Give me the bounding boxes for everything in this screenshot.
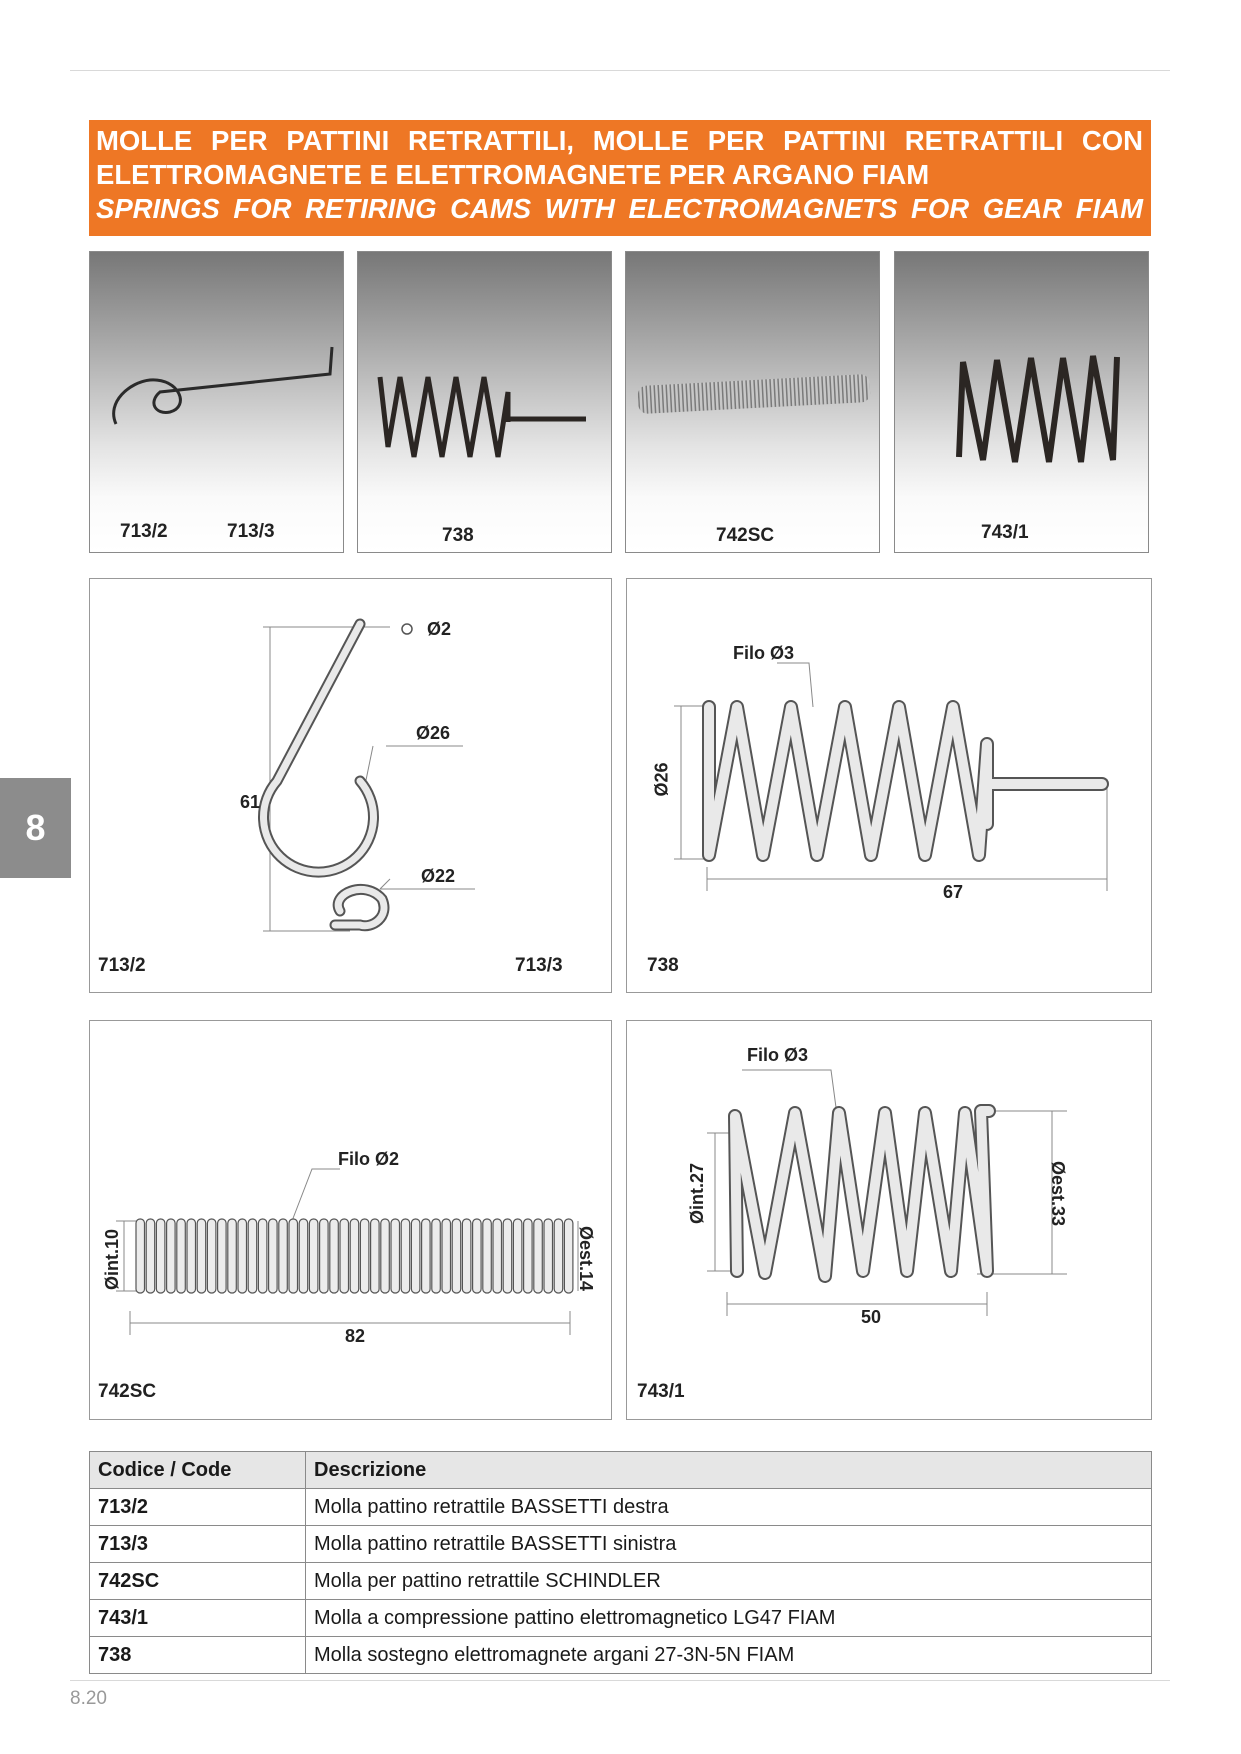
title-banner bbox=[89, 120, 1151, 236]
photo-code-743-1: 743/1 bbox=[981, 522, 1029, 543]
coil-loop bbox=[554, 1219, 563, 1293]
table-row bbox=[90, 1526, 1152, 1563]
table-row bbox=[90, 1489, 1152, 1526]
coil-loop bbox=[360, 1219, 369, 1293]
dim-length-50: 50 bbox=[861, 1307, 882, 1327]
panel-code-742SC: 742SC bbox=[98, 1381, 157, 1402]
photo-743-1 bbox=[894, 251, 1149, 553]
row-description: Molla a compressione pattino elettromagnetico LG47 FIAM bbox=[306, 1600, 1152, 1637]
coil-loop bbox=[462, 1219, 471, 1293]
coil-loop bbox=[493, 1219, 502, 1293]
panel-code-713-3: 713/3 bbox=[515, 955, 563, 976]
row-code: 742SC bbox=[90, 1563, 306, 1600]
title-italian-line1: MOLLE PER PATTINI RETRATTILI, MOLLE PER PATTINI RETRATTILI CON bbox=[96, 125, 1143, 156]
dim-wire-d2: Ø2 bbox=[427, 619, 452, 639]
dim-int-27: Øint.27 bbox=[687, 1162, 708, 1225]
coil-loop bbox=[320, 1219, 329, 1293]
drawing-panel-738 bbox=[626, 578, 1152, 993]
dim-inner-d22: Ø22 bbox=[421, 866, 456, 886]
row-code: 713/3 bbox=[90, 1526, 306, 1563]
coil-loop bbox=[534, 1219, 543, 1293]
coil-loop bbox=[391, 1219, 400, 1293]
coil-loop bbox=[503, 1219, 512, 1293]
dim-wire-filo3: Filo Ø3 bbox=[747, 1045, 809, 1065]
coil-loop bbox=[146, 1219, 155, 1293]
coil-loop bbox=[381, 1219, 390, 1293]
coil-loop bbox=[350, 1219, 359, 1293]
dim-outer-d26: Ø26 bbox=[416, 723, 451, 743]
panel-code-743-1: 743/1 bbox=[637, 1381, 685, 1402]
header-description: Descrizione bbox=[306, 1452, 1152, 1489]
dim-int-10: Øint.10 bbox=[102, 1228, 123, 1291]
header-code: Codice / Code bbox=[90, 1452, 306, 1489]
dim-wire-filo2: Filo Ø2 bbox=[338, 1149, 400, 1169]
product-table bbox=[89, 1451, 1152, 1674]
coil-loop bbox=[371, 1219, 380, 1293]
coil-loop bbox=[167, 1219, 176, 1293]
table-row bbox=[90, 1563, 1152, 1600]
dim-length-82: 82 bbox=[345, 1326, 366, 1346]
dim-diameter-d26: Ø26 bbox=[651, 762, 672, 797]
top-rule bbox=[70, 70, 1170, 71]
coil-loop bbox=[197, 1219, 206, 1293]
row-description: Molla pattino retrattile BASSETTI destra bbox=[306, 1489, 1152, 1526]
photo-code-742SC: 742SC bbox=[716, 525, 775, 546]
coil-loop bbox=[207, 1219, 216, 1293]
coil-loop bbox=[299, 1219, 308, 1293]
coil-loop bbox=[258, 1219, 267, 1293]
coil-loop bbox=[289, 1219, 298, 1293]
coil-loop bbox=[279, 1219, 288, 1293]
photo-code-713-2: 713/2 bbox=[120, 521, 168, 542]
table-row bbox=[90, 1637, 1152, 1674]
coil-loop bbox=[483, 1219, 492, 1293]
conical-spring-photo-icon bbox=[895, 252, 1149, 553]
coil-loop bbox=[473, 1219, 482, 1293]
drawing-panel-743-1 bbox=[626, 1020, 1152, 1420]
coil-loop bbox=[269, 1219, 278, 1293]
coil-loop bbox=[309, 1219, 318, 1293]
coil-loop bbox=[136, 1219, 145, 1293]
coil-loop bbox=[442, 1219, 451, 1293]
drawing-742SC-lines bbox=[90, 1021, 613, 1421]
compression-spring-photo-icon bbox=[358, 252, 612, 553]
table-row bbox=[90, 1600, 1152, 1637]
photo-713 bbox=[89, 251, 344, 553]
row-code: 738 bbox=[90, 1637, 306, 1674]
panel-code-713-2: 713/2 bbox=[98, 955, 146, 976]
photo-738 bbox=[357, 251, 612, 553]
coil-loop bbox=[156, 1219, 165, 1293]
coil-loop bbox=[340, 1219, 349, 1293]
title-english: SPRINGS FOR RETIRING CAMS WITH ELECTROMAGNETS FOR GEAR FIAM bbox=[96, 193, 1143, 224]
coil-loop bbox=[330, 1219, 339, 1293]
coil-loop bbox=[432, 1219, 441, 1293]
coil-loop bbox=[564, 1219, 573, 1293]
coil-loop bbox=[238, 1219, 247, 1293]
torsion-spring-photo-icon bbox=[90, 252, 344, 553]
photo-742SC bbox=[625, 251, 880, 553]
coil-loop bbox=[401, 1219, 410, 1293]
page-number: 8.20 bbox=[70, 1688, 107, 1709]
coil-loop bbox=[524, 1219, 533, 1293]
table-header-row bbox=[90, 1452, 1152, 1489]
coil-loop bbox=[422, 1219, 431, 1293]
dim-wire-filo3: Filo Ø3 bbox=[733, 643, 795, 663]
dim-est-14: Øest.14 bbox=[576, 1225, 597, 1292]
dim-height-61: 61 bbox=[240, 792, 261, 812]
drawing-713-lines bbox=[90, 579, 613, 994]
photo-code-738: 738 bbox=[442, 525, 474, 546]
row-description: Molla pattino retrattile BASSETTI sinistra bbox=[306, 1526, 1152, 1563]
coil-loop bbox=[187, 1219, 196, 1293]
title-italian-line2: ELETTROMAGNETE E ELETTROMAGNETE PER ARGANO FIAM bbox=[96, 159, 930, 190]
coil-loop bbox=[513, 1219, 522, 1293]
section-tab: 8 bbox=[0, 778, 71, 878]
coil-loop bbox=[228, 1219, 237, 1293]
row-code: 743/1 bbox=[90, 1600, 306, 1637]
photo-code-713-3: 713/3 bbox=[227, 521, 275, 542]
row-description: Molla sostegno elettromagnete argani 27-3N-5N FIAM bbox=[306, 1637, 1152, 1674]
coil-loop bbox=[177, 1219, 186, 1293]
panel-code-738: 738 bbox=[647, 955, 679, 976]
dim-length-67: 67 bbox=[943, 882, 964, 902]
coil-loop bbox=[544, 1219, 553, 1293]
coil-loop bbox=[218, 1219, 227, 1293]
drawing-738-lines bbox=[627, 579, 1153, 994]
extension-spring-photo-icon bbox=[626, 252, 880, 553]
coil-loop bbox=[248, 1219, 257, 1293]
drawing-panel-742SC bbox=[89, 1020, 612, 1420]
dim-est-33: Øest.33 bbox=[1048, 1160, 1069, 1227]
coil-loop bbox=[452, 1219, 461, 1293]
drawing-panel-713 bbox=[89, 578, 612, 993]
row-description: Molla per pattino retrattile SCHINDLER bbox=[306, 1563, 1152, 1600]
bottom-rule bbox=[70, 1680, 1170, 1681]
row-code: 713/2 bbox=[90, 1489, 306, 1526]
coil-loop bbox=[411, 1219, 420, 1293]
